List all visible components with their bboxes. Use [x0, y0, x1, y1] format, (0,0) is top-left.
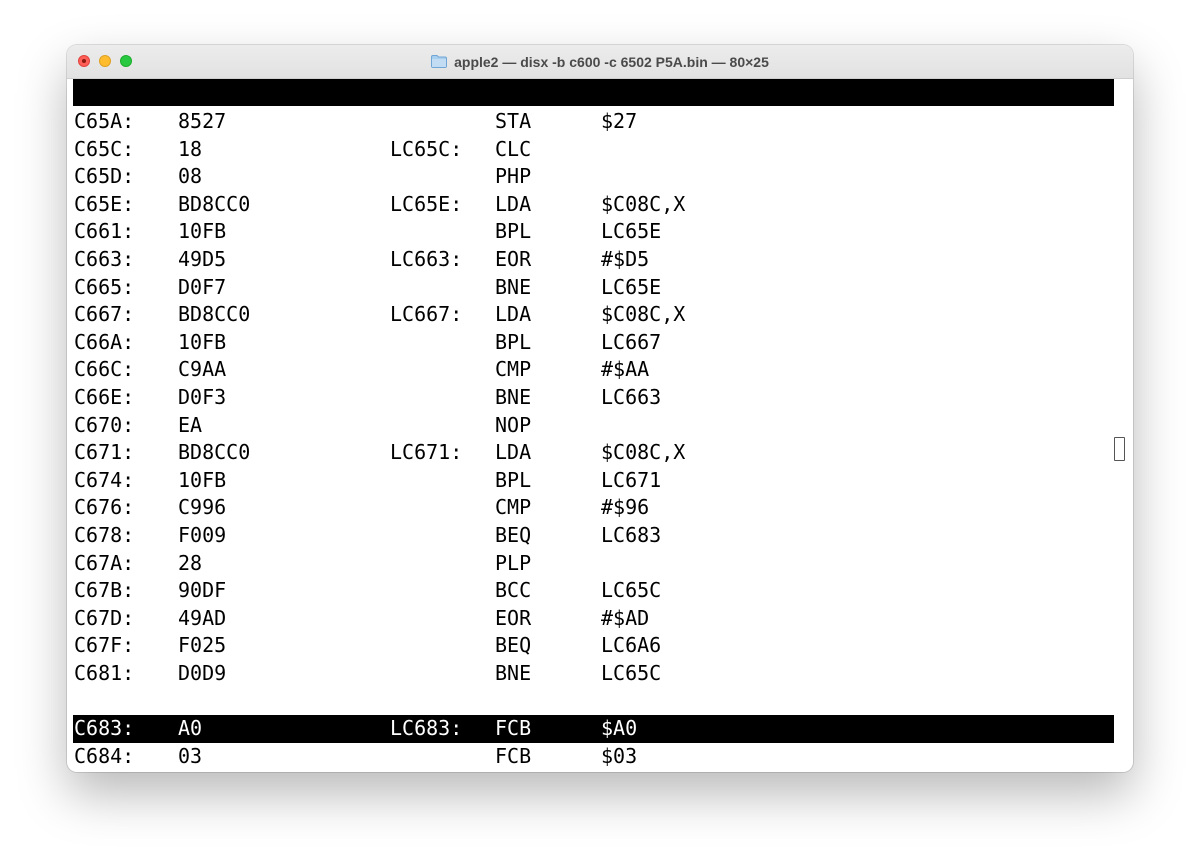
listing-line	[73, 550, 1114, 578]
listing-line	[73, 108, 1114, 136]
line-address: C681:	[74, 660, 135, 685]
line-operand: LC683	[601, 522, 662, 547]
line-address: C663:	[74, 246, 135, 271]
listing-line	[73, 356, 1114, 384]
line-operand: #$D5	[601, 246, 650, 271]
line-bytes: 90DF	[178, 578, 227, 603]
line-operand: $C08C,X	[601, 191, 686, 216]
line-bytes: 8527	[178, 109, 227, 133]
line-bytes: C9AA	[178, 357, 227, 382]
line-opcode: CMP	[495, 495, 532, 520]
line-address: C667:	[74, 302, 135, 327]
listing-line	[73, 191, 1114, 219]
line-opcode: PLP	[495, 550, 532, 575]
line-opcode: BPL	[495, 329, 532, 354]
line-address: C67B:	[74, 578, 135, 603]
line-opcode: BEQ	[495, 633, 532, 658]
line-address: C683:	[74, 716, 135, 741]
line-opcode: LDA	[495, 440, 532, 465]
line-operand: $27	[601, 109, 638, 133]
line-operand: LC65E	[601, 274, 662, 299]
listing-line	[73, 163, 1114, 191]
line-bytes: 10FB	[178, 467, 227, 492]
line-operand: LC65C	[601, 660, 662, 685]
line-address: C674:	[74, 467, 135, 492]
line-address: C671:	[74, 440, 135, 465]
line-operand: LC671	[601, 467, 662, 492]
listing-line	[73, 301, 1114, 329]
line-address: C684:	[74, 743, 135, 768]
line-opcode: BEQ	[495, 522, 532, 547]
line-address: C67A:	[74, 550, 135, 575]
terminal-window	[67, 45, 1133, 772]
line-address: C67D:	[74, 605, 135, 630]
line-opcode: BNE	[495, 660, 532, 685]
line-operand: $C08C,X	[601, 302, 686, 327]
listing-line	[73, 246, 1114, 274]
line-address: C66A:	[74, 329, 135, 354]
line-bytes: F025	[178, 633, 227, 658]
listing-line	[73, 439, 1114, 467]
line-opcode: EOR	[495, 605, 532, 630]
line-address: C65D:	[74, 164, 135, 189]
line-opcode: FCB	[495, 743, 532, 768]
line-bytes: 10FB	[178, 219, 227, 244]
line-opcode: BPL	[495, 467, 532, 492]
line-address: C65E:	[74, 191, 135, 216]
line-bytes: BD8CC0	[178, 440, 251, 465]
title-bar[interactable]	[67, 45, 1133, 79]
listing-line	[73, 577, 1114, 605]
line-opcode: BNE	[495, 384, 532, 409]
line-label: LC65E:	[390, 191, 463, 216]
line-bytes: C996	[178, 495, 227, 520]
line-operand: LC65C	[601, 578, 662, 603]
line-bytes: BD8CC0	[178, 191, 251, 216]
listing-line	[73, 467, 1114, 495]
line-opcode: NOP	[495, 412, 532, 437]
listing-line	[73, 136, 1114, 164]
line-opcode: PHP	[495, 164, 532, 189]
listing-line	[73, 605, 1114, 633]
line-address: C676:	[74, 495, 135, 520]
line-label: LC663:	[390, 246, 463, 271]
listing-line	[73, 632, 1114, 660]
line-operand: #$AA	[601, 357, 650, 382]
line-operand: $A0	[601, 716, 638, 741]
top-status-bar	[73, 79, 1114, 106]
line-bytes: EA	[178, 412, 203, 437]
listing-line	[73, 687, 1114, 715]
line-address: C661:	[74, 219, 135, 244]
listing-line	[73, 274, 1114, 302]
block-cursor-icon	[1114, 437, 1125, 461]
line-address: C678:	[74, 522, 135, 547]
line-bytes: D0D9	[178, 660, 227, 685]
line-bytes: 08	[178, 164, 203, 189]
line-address: C65A:	[74, 109, 135, 133]
listing-line	[73, 660, 1114, 688]
line-opcode: BCC	[495, 578, 532, 603]
line-opcode: BNE	[495, 274, 532, 299]
line-opcode: LDA	[495, 191, 532, 216]
line-address: C66C:	[74, 357, 135, 382]
line-opcode: CLC	[495, 136, 532, 161]
listing-line	[73, 743, 1114, 771]
line-opcode: CMP	[495, 357, 532, 382]
line-opcode: LDA	[495, 302, 532, 327]
line-operand: LC65E	[601, 219, 662, 244]
line-operand: #$AD	[601, 605, 650, 630]
line-bytes: 18	[178, 136, 203, 161]
line-operand: $03	[601, 743, 638, 768]
line-address: C65C:	[74, 136, 135, 161]
window-title: apple2 — disx -b c600 -c 6502 P5A.bin — 80×25	[454, 53, 769, 70]
terminal-content[interactable]	[73, 79, 1114, 770]
listing-line	[73, 412, 1114, 440]
line-address: C66E:	[74, 384, 135, 409]
line-label: LC683:	[390, 716, 463, 741]
line-bytes: D0F7	[178, 274, 227, 299]
listing-line-selected	[73, 715, 1114, 743]
listing-line	[73, 494, 1114, 522]
disassembly-listing	[73, 108, 1114, 770]
line-opcode: BPL	[495, 219, 532, 244]
line-address: C670:	[74, 412, 135, 437]
line-label: LC671:	[390, 440, 463, 465]
line-address: C67F:	[74, 633, 135, 658]
listing-line	[73, 329, 1114, 357]
line-bytes: D0F3	[178, 384, 227, 409]
line-bytes: 49D5	[178, 246, 227, 271]
line-bytes: A0	[178, 716, 203, 741]
line-opcode: EOR	[495, 246, 532, 271]
line-address: C665:	[74, 274, 135, 299]
line-operand: LC6A6	[601, 633, 662, 658]
listing-line	[73, 218, 1114, 246]
line-operand: LC663	[601, 384, 662, 409]
line-bytes: F009	[178, 522, 227, 547]
line-label: LC65C:	[390, 136, 463, 161]
line-label: LC667:	[390, 302, 463, 327]
line-operand: LC667	[601, 329, 662, 354]
line-bytes: 10FB	[178, 329, 227, 354]
line-bytes: BD8CC0	[178, 302, 251, 327]
window-title-container	[67, 45, 1133, 78]
listing-line	[73, 384, 1114, 412]
listing-line	[73, 522, 1114, 550]
line-operand: $C08C,X	[601, 440, 686, 465]
line-operand: #$96	[601, 495, 650, 520]
line-bytes: 49AD	[178, 605, 227, 630]
line-bytes: 03	[178, 743, 203, 768]
line-opcode: FCB	[495, 716, 532, 741]
line-bytes: 28	[178, 550, 203, 575]
line-opcode: STA	[495, 109, 532, 133]
folder-icon	[431, 55, 447, 68]
